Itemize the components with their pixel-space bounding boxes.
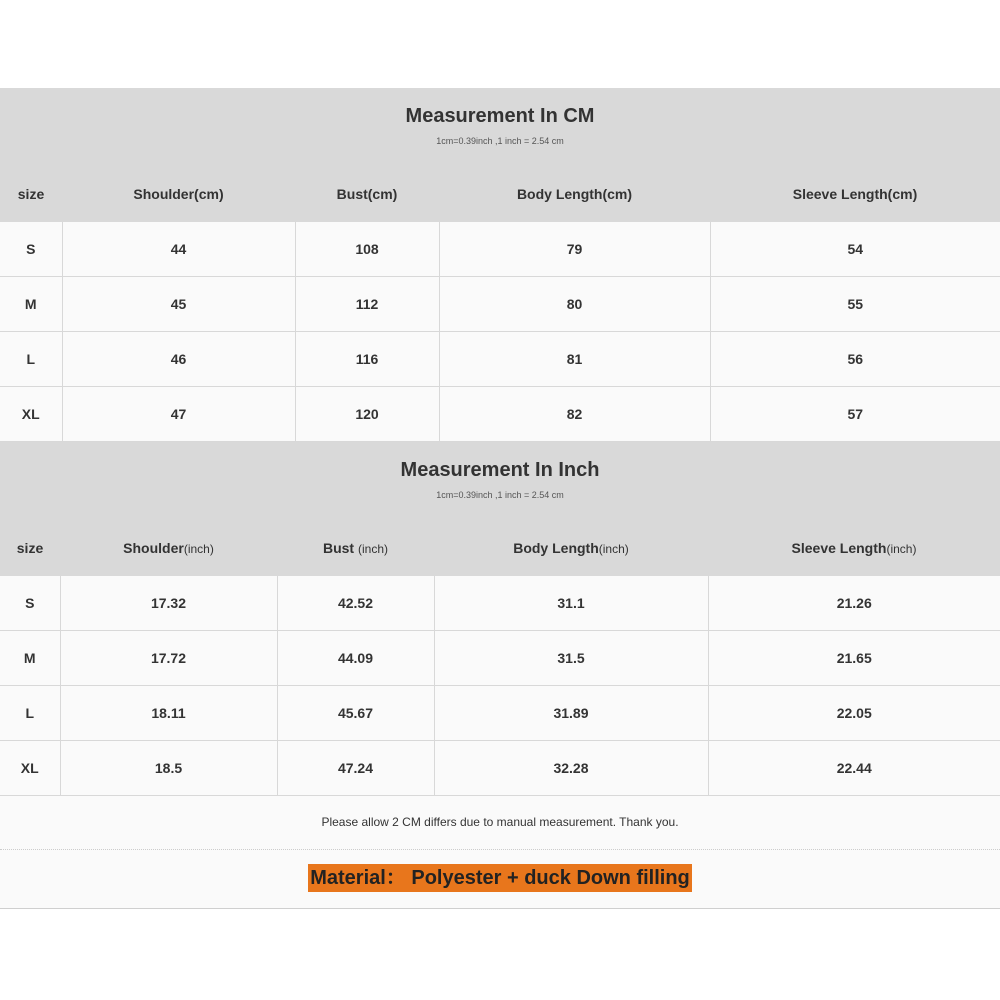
inch-value-cell: 17.32 <box>60 576 277 631</box>
cm-column-header <box>0 166 62 222</box>
cm-section-header <box>0 88 1000 166</box>
inch-table-body <box>0 576 1000 796</box>
cm-column-header <box>439 166 710 222</box>
cm-table-row <box>0 277 1000 332</box>
inch-value-cell: 31.89 <box>434 686 708 741</box>
inch-column-unit: (inch) <box>183 542 214 556</box>
cm-conversion-note: 1cm=0.39inch ,1 inch = 2.54 cm <box>436 136 564 146</box>
cm-header-row <box>0 166 1000 222</box>
cm-value-cell: 46 <box>62 332 295 387</box>
cm-value-cell: 57 <box>710 387 1000 442</box>
inch-value-cell: 47.24 <box>277 741 434 796</box>
inch-value-cell: 42.52 <box>277 576 434 631</box>
cm-size-cell: XL <box>0 387 62 442</box>
cm-table-row <box>0 222 1000 277</box>
cm-value-cell: 81 <box>439 332 710 387</box>
inch-size-cell: XL <box>0 741 60 796</box>
cm-value-cell: 56 <box>710 332 1000 387</box>
inch-value-cell: 31.5 <box>434 631 708 686</box>
cm-column-label: Shoulder(cm) <box>133 186 224 202</box>
inch-conversion-note: 1cm=0.39inch ,1 inch = 2.54 cm <box>436 490 564 500</box>
inch-column-unit: (inch) <box>598 542 629 556</box>
inch-value-cell: 21.26 <box>708 576 1000 631</box>
cm-column-header <box>295 166 439 222</box>
material-row <box>0 850 1000 909</box>
inch-value-cell: 45.67 <box>277 686 434 741</box>
inch-value-cell: 44.09 <box>277 631 434 686</box>
inch-column-header <box>0 520 60 576</box>
inch-value-cell: 32.28 <box>434 741 708 796</box>
inch-value-cell: 31.1 <box>434 576 708 631</box>
cm-size-cell: M <box>0 277 62 332</box>
inch-value-cell: 18.11 <box>60 686 277 741</box>
cm-value-cell: 112 <box>295 277 439 332</box>
inch-size-cell: S <box>0 576 60 631</box>
inch-table-row <box>0 631 1000 686</box>
cm-table-body <box>0 222 1000 442</box>
cm-value-cell: 80 <box>439 277 710 332</box>
cm-value-cell: 47 <box>62 387 295 442</box>
inch-value-cell: 22.44 <box>708 741 1000 796</box>
cm-value-cell: 82 <box>439 387 710 442</box>
inch-column-header <box>60 520 277 576</box>
cm-size-cell: S <box>0 222 62 277</box>
inch-section-title: Measurement In Inch <box>400 459 600 481</box>
inch-table-row <box>0 576 1000 631</box>
cm-value-cell: 44 <box>62 222 295 277</box>
cm-column-header <box>62 166 295 222</box>
cm-column-header <box>710 166 1000 222</box>
material-label: Material： Polyester + duck Down filling <box>308 864 692 892</box>
inch-section-header <box>0 442 1000 520</box>
inch-size-cell: M <box>0 631 60 686</box>
cm-value-cell: 54 <box>710 222 1000 277</box>
inch-column-unit: (inch) <box>357 542 388 556</box>
measurement-disclaimer: Please allow 2 CM differs due to manual measurement. Thank you. <box>0 796 1000 850</box>
cm-value-cell: 120 <box>295 387 439 442</box>
cm-table-row <box>0 332 1000 387</box>
inch-column-label: Sleeve Length <box>791 540 887 556</box>
cm-column-label: Bust(cm) <box>336 186 398 202</box>
cm-column-label: size <box>17 186 45 202</box>
cm-size-table <box>0 166 1000 442</box>
inch-value-cell: 21.65 <box>708 631 1000 686</box>
inch-table-row <box>0 741 1000 796</box>
cm-table-row <box>0 387 1000 442</box>
inch-column-header <box>277 520 434 576</box>
cm-column-label: Sleeve Length(cm) <box>792 186 918 202</box>
cm-value-cell: 45 <box>62 277 295 332</box>
cm-value-cell: 108 <box>295 222 439 277</box>
inch-value-cell: 22.05 <box>708 686 1000 741</box>
cm-value-cell: 79 <box>439 222 710 277</box>
inch-value-cell: 17.72 <box>60 631 277 686</box>
inch-column-header <box>434 520 708 576</box>
inch-size-cell: L <box>0 686 60 741</box>
inch-column-header <box>708 520 1000 576</box>
inch-column-label: Body Length <box>513 540 599 556</box>
inch-column-label: Bust <box>322 540 358 556</box>
inch-table-row <box>0 686 1000 741</box>
inch-column-label: size <box>16 540 44 556</box>
cm-column-label: Body Length(cm) <box>516 186 633 202</box>
cm-section-title: Measurement In CM <box>405 105 595 127</box>
inch-value-cell: 18.5 <box>60 741 277 796</box>
cm-value-cell: 116 <box>295 332 439 387</box>
size-chart <box>0 88 1000 909</box>
inch-size-table <box>0 520 1000 796</box>
cm-value-cell: 55 <box>710 277 1000 332</box>
inch-column-unit: (inch) <box>886 542 917 556</box>
cm-size-cell: L <box>0 332 62 387</box>
inch-column-label: Shoulder <box>123 540 184 556</box>
inch-header-row <box>0 520 1000 576</box>
